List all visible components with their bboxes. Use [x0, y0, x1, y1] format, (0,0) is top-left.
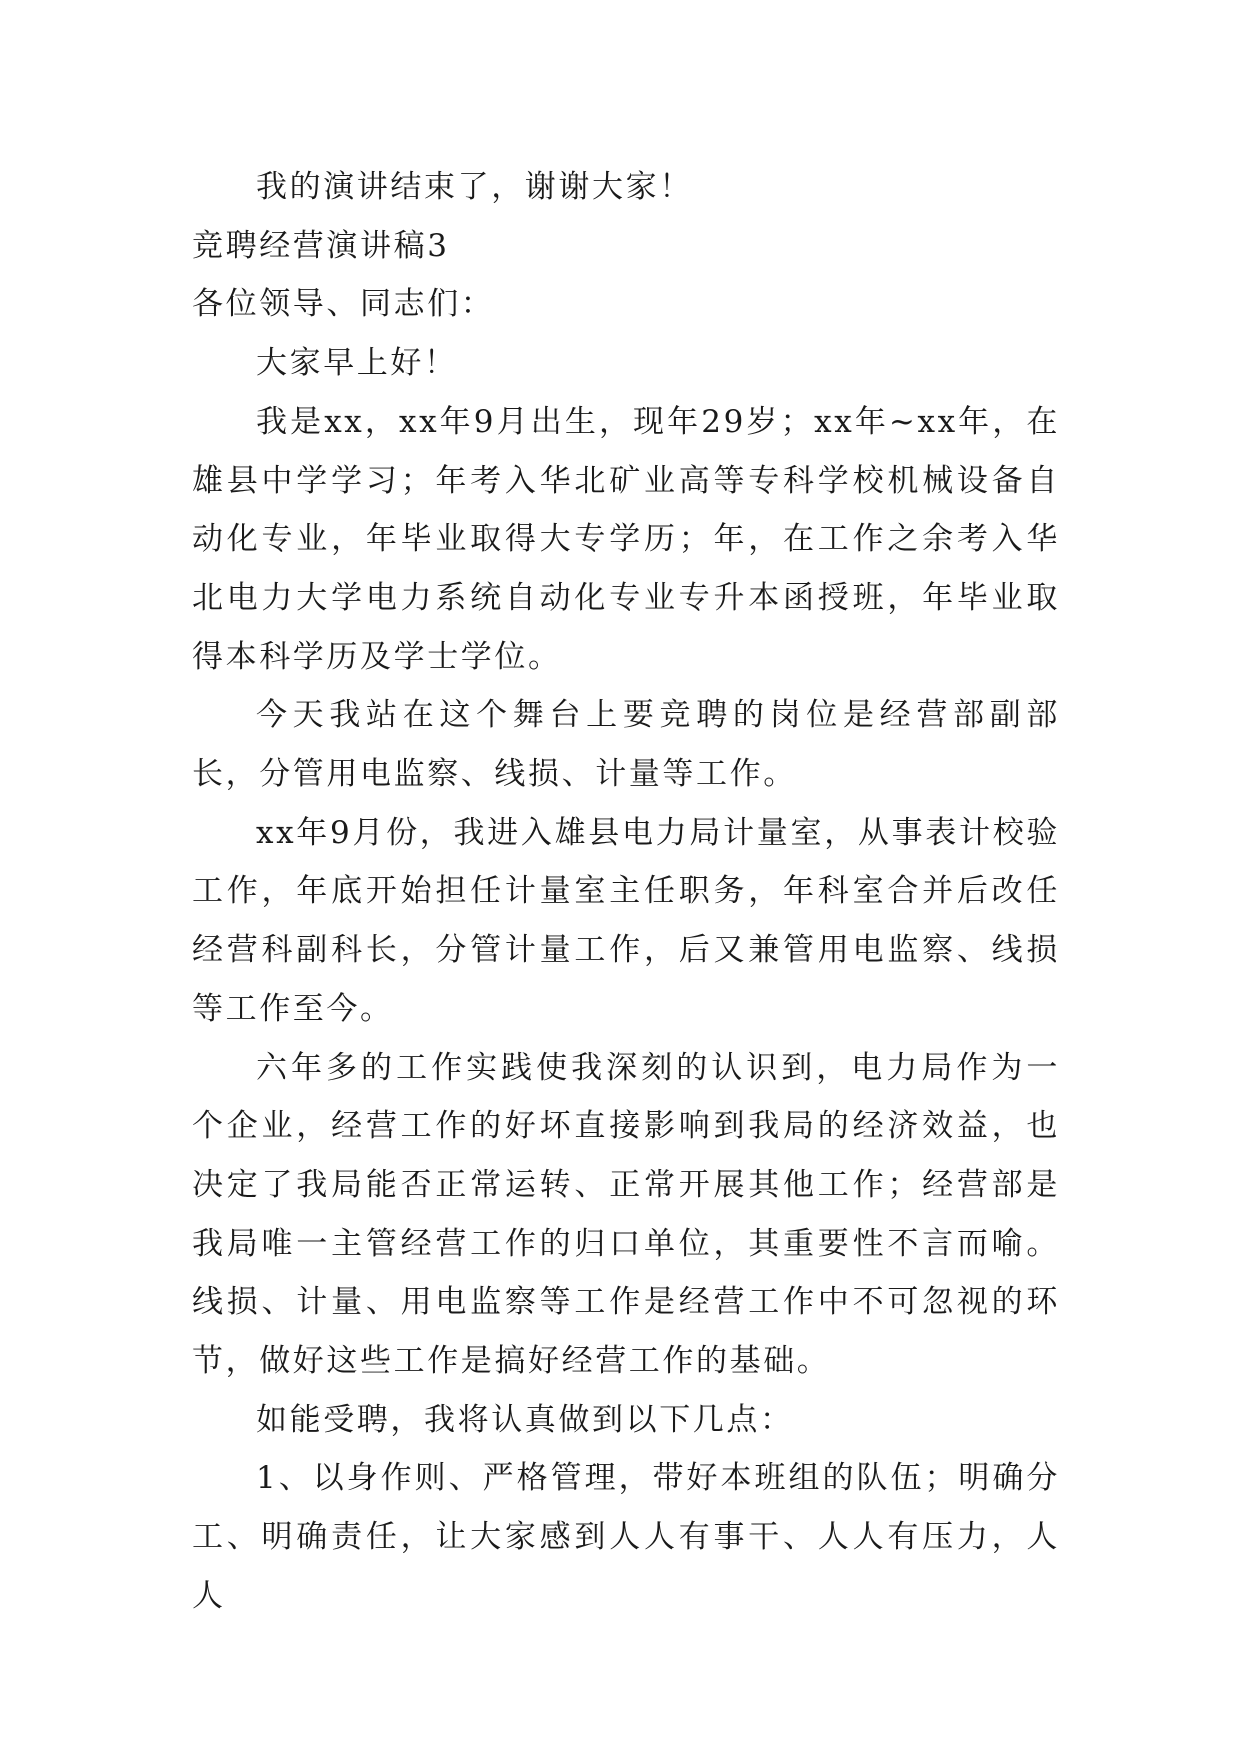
position-paragraph: 今天我站在这个舞台上要竞聘的岗位是经营部副部长，分管用电监察、线损、计量等工作。 [192, 697, 1060, 793]
greeting-paragraph: 大家早上好！ [256, 345, 458, 382]
plan-intro-paragraph: 如能受聘，我将认真做到以下几点： [256, 1401, 794, 1438]
closing-paragraph: 我的演讲结束了，谢谢大家！ [256, 169, 693, 205]
experience-paragraph: xx年9月份，我进入雄县电力局计量室，从事表计校验工作，年底开始担任计量室主任职务，年科室合并后改任经营科副科长，分管计量工作，后又兼管用电监察、线损等工作至今。 [192, 814, 1060, 1027]
speech-title: 竞聘经营演讲稿3 [192, 227, 450, 264]
salutation-line: 各位领导、同志们： [192, 286, 495, 323]
document-body [192, 158, 1060, 1626]
plan-item-1-paragraph: 1、以身作则、严格管理，带好本班组的队伍；明确分工、明确责任，让大家感到人人有事干、人人有压力，人人 [192, 1460, 1060, 1614]
understanding-paragraph: 六年多的工作实践使我深刻的认识到，电力局作为一个企业，经营工作的好坏直接影响到我局的经济效益，也决定了我局能否正常运转、正常开展其他工作；经营部是我局唯一主管经营工作的归口单位，其重要性不言而喻。线损、计量、用电监察等工作是经营工作中不可忽视的环节，做好这些工作是搞好经营工作的基础。 [192, 1049, 1060, 1380]
intro-paragraph: 我是xx，xx年9月出生，现年29岁；xx年~xx年，在雄县中学学习；年考入华北矿业高等专科学校机械设备自动化专业，年毕业取得大专学历；年，在工作之余考入华北电力大学电力系统自动化专业专升本函授班，年毕业取得本科学历及学士学位。 [192, 403, 1060, 675]
